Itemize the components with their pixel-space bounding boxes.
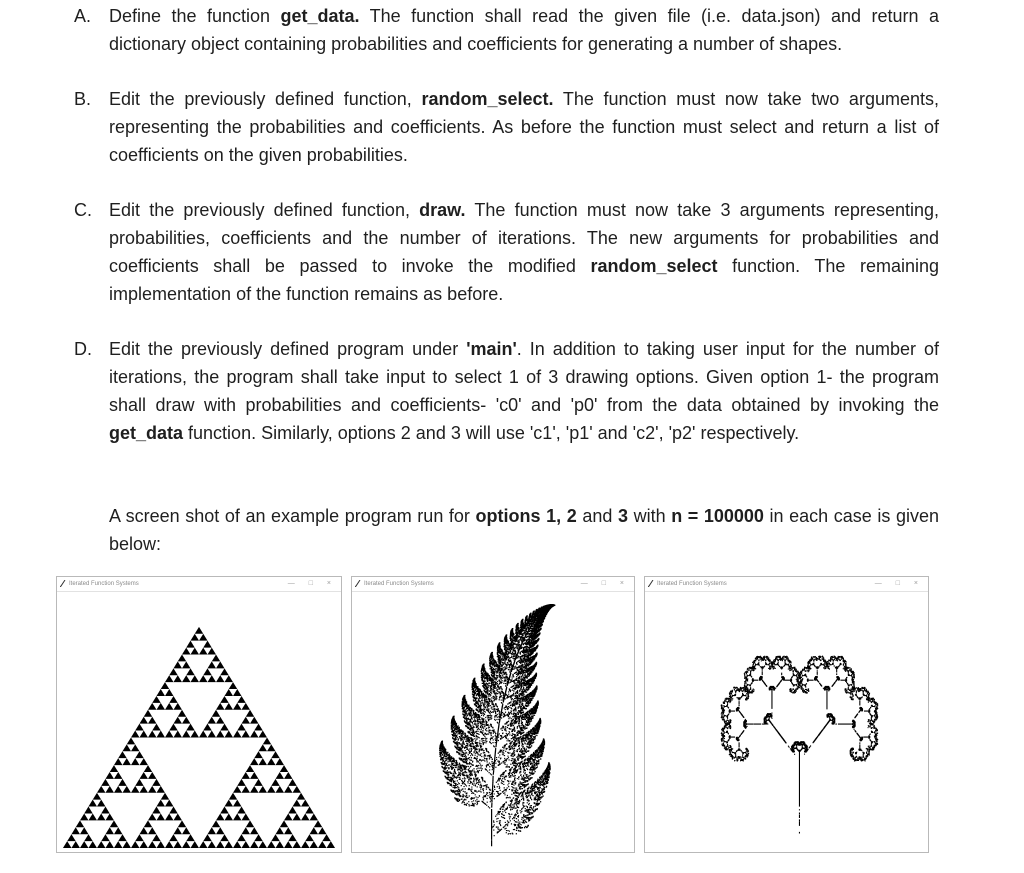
- feather-icon: [355, 580, 361, 587]
- item-text: Define the function get_data. The function shall read the given file (i.e. data.json) and return a dictionary object containing probabilities and coefficients for generating a number of shapes.: [109, 6, 939, 54]
- screenshot-window-option-1: [56, 576, 342, 853]
- window-title: Iterated Function Systems: [69, 581, 139, 587]
- window-controls[interactable]: — □ ×: [874, 580, 924, 587]
- window-titlebar: [352, 577, 634, 592]
- item-text: Edit the previously defined function, random_select. The function must now take two arguments, representing the probabilities and coefficients. As before the function must select and return a list of coefficients on the given probabilities.: [109, 89, 939, 165]
- caption: A screen shot of an example program run for options 1, 2 and 3 with n = 100000 in each case is given below:: [109, 506, 940, 554]
- item-text: Edit the previously defined function, draw. The function must now take 3 arguments representing, probabilities, coefficients and the number of iterations. The new arguments for probabilities and coefficients shall be passed to invoke the modified random_select function. The remaining implementation of the function remains as before.: [109, 200, 939, 304]
- feather-icon: [648, 580, 654, 587]
- fractal-tree-canvas: [645, 591, 928, 852]
- item-letter: B.: [74, 89, 92, 109]
- item-letter: D.: [74, 339, 92, 359]
- item-letter: C.: [74, 200, 92, 220]
- item-text: Edit the previously defined program under 'main'. In addition to taking user input for the number of iterations, the program shall take input to select 1 of 3 drawing options. Given option 1- the program shall draw with probabilities and coefficients- 'c0' and 'p0' from the data obtained by invoking the get_data function. Similarly, options 2 and 3 will use 'c1', 'p1' and 'c2', 'p2' respectively.: [109, 339, 939, 443]
- feather-icon: [60, 580, 66, 587]
- window-title: Iterated Function Systems: [657, 581, 727, 587]
- window-titlebar: [645, 577, 928, 592]
- item-letter: A.: [74, 6, 92, 26]
- window-controls[interactable]: — □ ×: [287, 580, 337, 587]
- window-titlebar: [57, 577, 341, 592]
- window-title: Iterated Function Systems: [364, 581, 434, 587]
- screenshot-window-option-3: [644, 576, 929, 853]
- window-controls[interactable]: — □ ×: [580, 580, 630, 587]
- barnsley-fern-canvas: [352, 591, 634, 852]
- screenshot-window-option-2: [351, 576, 635, 853]
- sierpinski-triangle-canvas: [57, 591, 341, 852]
